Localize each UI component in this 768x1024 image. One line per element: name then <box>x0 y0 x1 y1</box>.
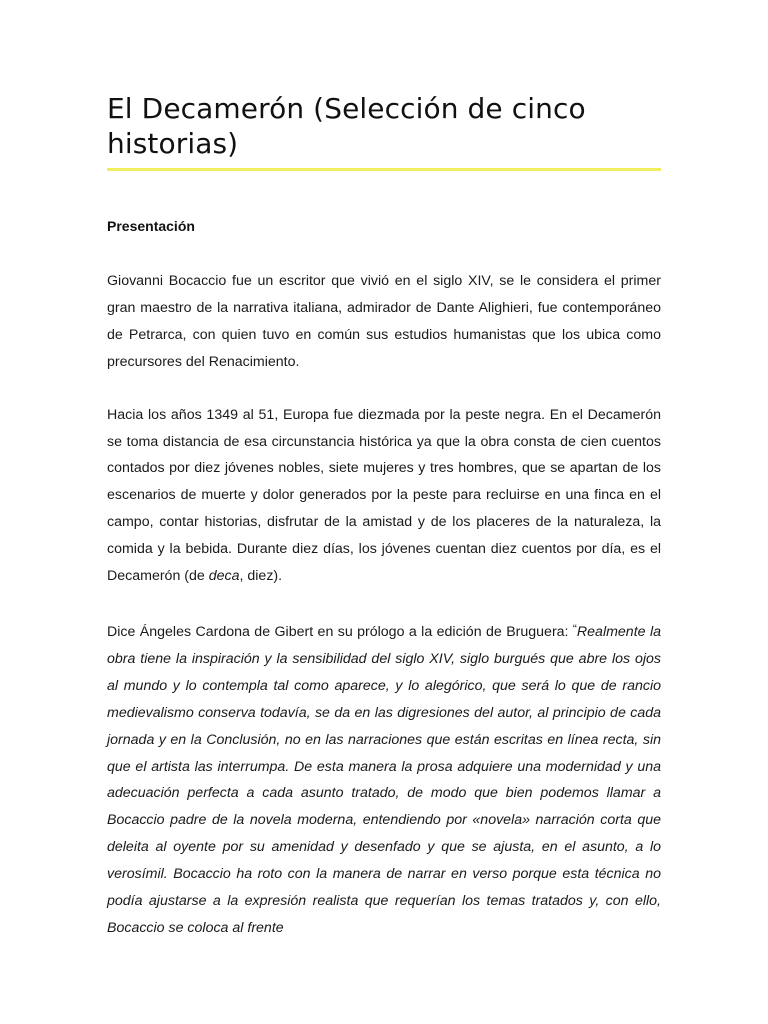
opening-quote-mark: “ <box>572 621 577 636</box>
paragraph-2-text: Hacia los años 1349 al 51, Europa fue diezmada por la peste negra. En el Decamerón se toma distancia de esa circunstancia histórica ya que la obra consta de cien cuentos contados por diez jóvenes nobles, siete mujeres y tres hombres, que se apartan de los escenarios de muerte y dolor generados por la peste para recluirse en una finca en el campo, contar historias, disfrutar de la amistad y de los placeres de la naturaleza, la comida y la bebida. Durante diez días, los jóvenes cuentan diez cuentos por día, es el Decamerón (de <box>107 406 661 585</box>
section-heading-presentacion: Presentación <box>107 218 195 234</box>
paragraph-1: Giovanni Bocaccio fue un escritor que vivió en el siglo XIV, se le considera el primer gran maestro de la narrativa italiana, admirador de Dante Alighieri, fue contemporáneo de Petrarca, con quien tuvo en común sus estudios humanistas que los ubica como precursores del Renacimiento. <box>107 273 661 370</box>
prologue-quote: Realmente la obra tiene la inspiración y la sensibilidad del siglo XIV, siglo burgués que abre los ojos al mundo y lo contempla tal como aparece, y lo alegórico, que será lo que de rancio medievalismo conserva todavía, se da en las digresiones del autor, al principio de cada jornada y en la Conclusión, no en las narraciones que están escritas en línea recta, sin que el artista las interrumpa. De esta manera la prosa adquiere una modernidad y una adecuación perfecta a cada asunto tratado, de modo que bien podemos llamar a Bocaccio padre de la novela moderna, entendiendo por «novela» narración corta que deleita al oyente por su amenidad y desenfado y que se ajusta, en el asunto, a lo verosímil. Bocaccio ha roto con la manera de narrar en verso porque esta técnica no podía ajustarse a la expresión realista que requerían los temas tratados y, con ello, Bocaccio se coloca al frente <box>107 623 661 936</box>
paragraph-2-ending: , diez). <box>239 568 283 585</box>
paragraph-3-intro: Dice Ángeles Cardona de Gibert en su prólogo a la edición de Bruguera: <box>107 623 573 640</box>
paragraph-2 <box>107 402 661 590</box>
paragraph-2-italic-word: deca <box>208 568 240 585</box>
document-title: El Decamerón (Selección de cinco historias) <box>107 92 586 160</box>
title-underline <box>107 168 661 171</box>
paragraph-3 <box>107 616 661 942</box>
document-page <box>107 0 661 942</box>
